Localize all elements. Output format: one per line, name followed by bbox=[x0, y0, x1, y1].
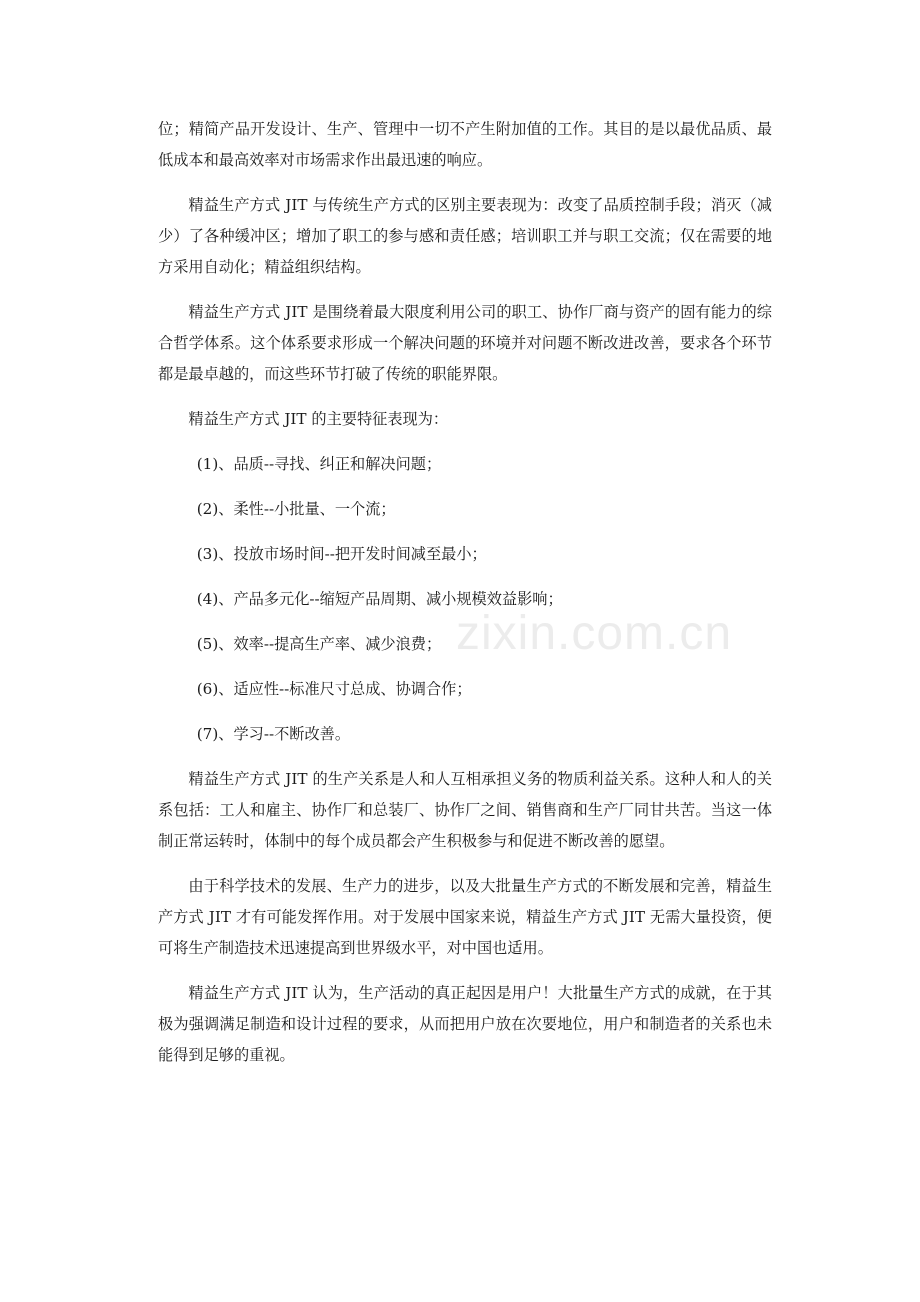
feature-item: (7)、学习--不断改善。 bbox=[196, 725, 351, 743]
paragraph-differences: 精益生产方式 JIT 与传统生产方式的区别主要表现为：改变了品质控制手段；消灭（减少）了各种缓冲区；增加了职工的参与感和责任感；培训职工并与职工交流；仅在需要的地方采用自动化；精益组织结构。 bbox=[158, 196, 772, 276]
paragraph-production-relations: 精益生产方式 JIT 的生产关系是人和人互相承担义务的物质利益关系。这种人和人的关系包括：工人和雇主、协作厂和总装厂、协作厂之间、销售商和生产厂同甘共苦。当这一体制正常运转时，体制中的每个成员都会产生积极参与和促进不断改善的愿望。 bbox=[158, 770, 772, 850]
feature-item: (5)、效率--提高生产率、减少浪费； bbox=[196, 635, 442, 653]
paragraph-continuation: 位；精简产品开发设计、生产、管理中一切不产生附加值的工作。其目的是以最优品质、最低成本和最高效率对市场需求作出最迅速的响应。 bbox=[158, 120, 772, 169]
feature-list bbox=[158, 449, 772, 750]
feature-item: (4)、产品多元化--缩短产品周期、减小规模效益影响； bbox=[196, 590, 563, 608]
watermark: zixin.com.cn bbox=[456, 607, 733, 660]
paragraph-user-origin: 精益生产方式 JIT 认为，生产活动的真正起因是用户！大批量生产方式的成就，在于其极为强调满足制造和设计过程的要求，从而把用户放在次要地位，用户和制造者的关系也未能得到足够的重视。 bbox=[158, 984, 772, 1064]
paragraph-philosophy: 精益生产方式 JIT 是围绕着最大限度利用公司的职工、协作厂商与资产的固有能力的综合哲学体系。这个体系要求形成一个解决问题的环境并对问题不断改进改善，要求各个环节都是最卓越的，而这些环节打破了传统的职能界限。 bbox=[158, 303, 772, 383]
feature-item: (2)、柔性--小批量、一个流； bbox=[196, 500, 396, 518]
document-body bbox=[158, 114, 772, 1085]
feature-item: (1)、品质--寻找、纠正和解决问题； bbox=[196, 455, 442, 473]
feature-item: (6)、适应性--标准尺寸总成、协调合作； bbox=[196, 680, 472, 698]
feature-item: (3)、投放市场时间--把开发时间减至最小； bbox=[196, 545, 487, 563]
paragraph-features-intro: 精益生产方式 JIT 的主要特征表现为： bbox=[188, 410, 449, 428]
paragraph-development: 由于科学技术的发展、生产力的进步，以及大批量生产方式的不断发展和完善，精益生产方式 JIT 才有可能发挥作用。对于发展中国家来说，精益生产方式 JIT 无需大量投资，便可将生产制造技术迅速提高到世界级水平，对中国也适用。 bbox=[158, 877, 772, 957]
